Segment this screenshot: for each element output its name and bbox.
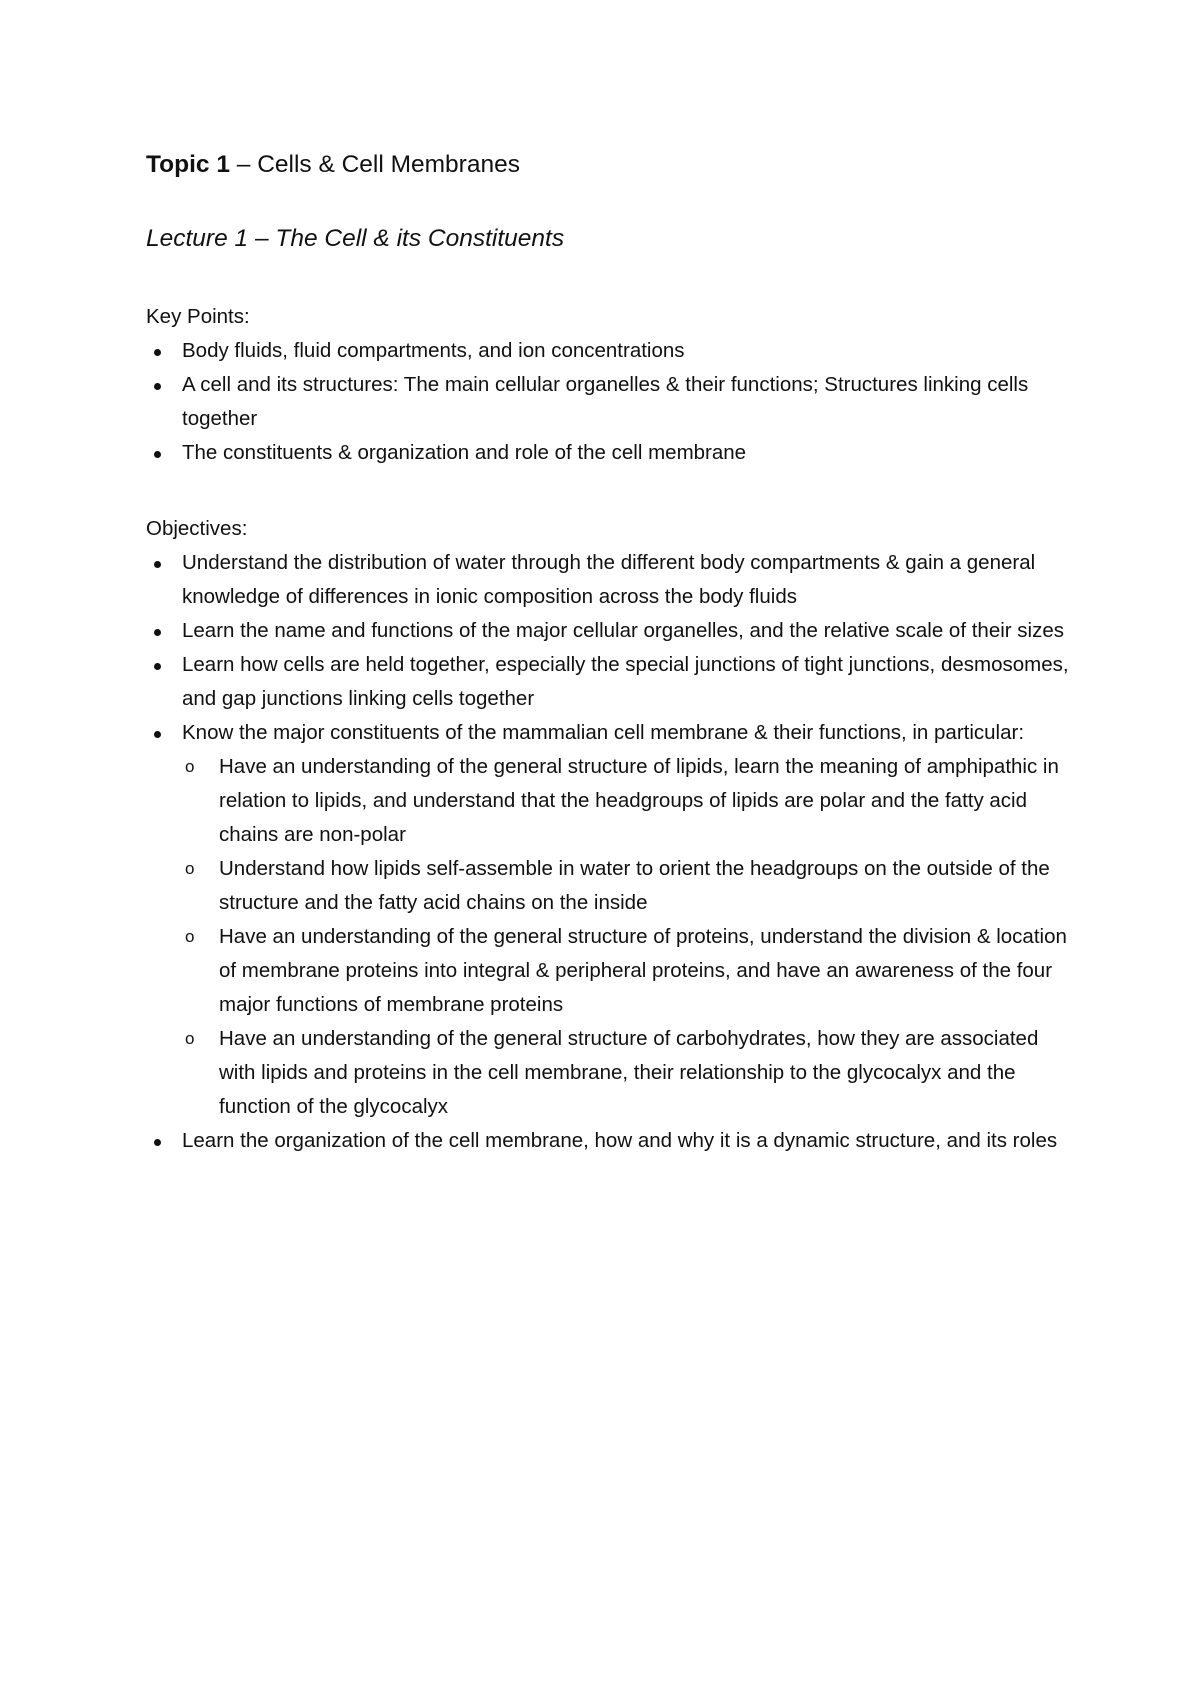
list-item-text: Learn how cells are held together, especially the special junctions of tight junctions, desmosomes, and gap junctions linking cells together bbox=[182, 653, 1069, 710]
lecture-heading: Lecture 1 – The Cell & its Constituents bbox=[146, 225, 565, 252]
sub-list-item-text: Have an understanding of the general structure of lipids, learn the meaning of amphipathic in relation to lipids, and understand that the headgroups of lipids are polar and the fatty acid chains are non-polar bbox=[219, 755, 1059, 846]
document-body bbox=[146, 148, 1076, 1158]
section-spacer bbox=[146, 470, 1076, 512]
list-item-text: Understand the distribution of water through the different body compartments & gain a general knowledge of differences in ionic composition across the body fluids bbox=[182, 551, 1036, 608]
list-item-text: Know the major constituents of the mammalian cell membrane & their functions, in particular: bbox=[182, 721, 1025, 744]
topic-number: Topic 1 bbox=[146, 151, 230, 178]
bullet-icon bbox=[154, 663, 161, 670]
objectives-list bbox=[146, 546, 1076, 1158]
sub-list-item-text: Understand how lipids self-assemble in water to orient the headgroups on the outside of the structure and the fatty acid chains on the inside bbox=[219, 857, 1050, 914]
bullet-icon bbox=[154, 451, 161, 458]
circle-bullet-icon: o bbox=[185, 927, 195, 946]
sub-list-item bbox=[182, 920, 1076, 1022]
sub-list-item bbox=[182, 852, 1076, 920]
sub-list-item bbox=[182, 1022, 1076, 1124]
list-item bbox=[146, 716, 1076, 1124]
bullet-icon bbox=[154, 383, 161, 390]
bullet-icon bbox=[154, 629, 161, 636]
list-item-text: Body fluids, fluid compartments, and ion concentrations bbox=[182, 339, 685, 362]
list-item bbox=[146, 546, 1076, 614]
topic-heading bbox=[146, 148, 1076, 182]
bullet-icon bbox=[154, 561, 161, 568]
list-item bbox=[146, 648, 1076, 716]
list-item bbox=[146, 614, 1076, 648]
list-item bbox=[146, 1124, 1076, 1158]
list-item bbox=[146, 334, 1076, 368]
key-points-list bbox=[146, 334, 1076, 470]
list-item-text: Learn the name and functions of the major cellular organelles, and the relative scale of their sizes bbox=[182, 619, 1065, 642]
bullet-icon bbox=[154, 1139, 161, 1146]
circle-bullet-icon: o bbox=[185, 859, 195, 878]
objectives-label: Objectives: bbox=[146, 517, 248, 540]
circle-bullet-icon: o bbox=[185, 757, 195, 776]
circle-bullet-icon: o bbox=[185, 1029, 195, 1048]
list-item-text: The constituents & organization and role of the cell membrane bbox=[182, 441, 747, 464]
list-item bbox=[146, 368, 1076, 436]
sub-list-item bbox=[182, 750, 1076, 852]
list-item-text: Learn the organization of the cell membrane, how and why it is a dynamic structure, and its roles bbox=[182, 1129, 1058, 1152]
list-item-text: A cell and its structures: The main cellular organelles & their functions; Structures linking cells together bbox=[182, 373, 1029, 430]
list-item bbox=[146, 436, 1076, 470]
sub-list bbox=[182, 750, 1076, 1124]
bullet-icon bbox=[154, 731, 161, 738]
key-points-label: Key Points: bbox=[146, 305, 250, 328]
sub-list-item-text: Have an understanding of the general structure of carbohydrates, how they are associated with lipids and proteins in the cell membrane, their relationship to the glycocalyx and the function of the glycocalyx bbox=[219, 1027, 1039, 1118]
topic-title: – Cells & Cell Membranes bbox=[229, 151, 520, 178]
sub-list-item-text: Have an understanding of the general structure of proteins, understand the division & location of membrane proteins into integral & peripheral proteins, and have an awareness of the four major functions of membrane proteins bbox=[219, 925, 1067, 1016]
bullet-icon bbox=[154, 349, 161, 356]
